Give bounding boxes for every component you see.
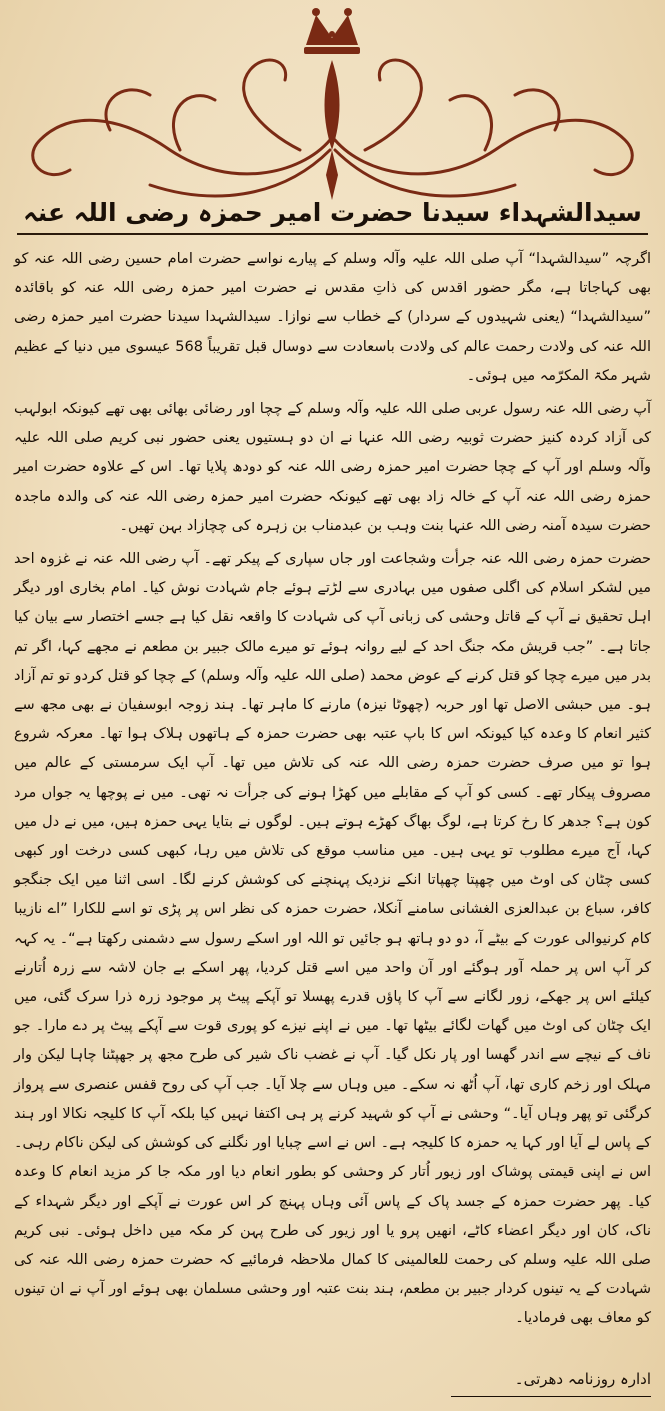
paragraph-1: اگرچہ ”سیدالشہدا“ آپ صلی اللہ علیہ وآلہ وسلم کے پیارے نواسے حضرت امام حسین رضی اللہ عنہ کو بھی کہاجاتا ہے، مگر حضور اقدس کی ذاتِ مقدس نے حضرت امیر حمزہ رضی اللہ عنہ کو باقائدہ ”سیدالشہدا“ (یعنی شہیدوں کے سردار) کے خطاب سے نوازا۔ سیدالشہدا سیدنا حضرت امیر حمزہ رضی اللہ عنہ کی ولادت رحمت عالم کی ولادت باسعادت سے دوسال قبل تقریباً 568 عیسوی میں دنیا کے عظیم شہر مکۃ المکرّمہ میں ہوئی۔ <box>14 251 651 384</box>
signature: ادارہ روزنامہ دھرتی۔ <box>451 1370 651 1397</box>
paragraph-2: آپ رضی اللہ عنہ رسول عربی صلی اللہ علیہ وآلہ وسلم کے چچا اور رضائی بھائی بھی تھے کیونکہ ابولہب کی آزاد کردہ کنیز حضرت ثوبیہ رضی اللہ عنہا نے ان دو ہستیوں یعنی حضور نبی کریم صلی اللہ علیہ وآلہ وسلم اور آپ کے چچا حضرت امیر حمزہ رضی اللہ عنہ کو دودھ پلایا تھا۔ اس کے علاوہ حضرت امیر حمزہ رضی اللہ عنہ آپ کے خالہ زاد بھی تھے کیونکہ حضرت امیر حمزہ رضی اللہ عنہ کی والدہ ماجدہ حضرت سیدہ آمنہ رضی اللہ عنہا بنت وہب بن عبدمناب بن زہرہ کی چچازاد بہن تھیں۔ <box>14 401 651 534</box>
crown-scroll-ornament <box>0 0 665 210</box>
paragraph-3: حضرت حمزہ رضی اللہ عنہ جرأت وشجاعت اور جاں سپاری کے پیکر تھے۔ آپ رضی اللہ عنہ نے غزوہ احد میں لشکر اسلام کی اگلی صفوں میں بہادری سے لڑتے ہوئے جام شہادت نوش کیا۔ امام بخاری اور دیگر اہل تحقیق نے آپ کے قاتل وحشی کی زبانی آپ کی شہادت کا واقعہ نقل کیا ہے جسے اختصار سے بیان کیا جاتا ہے۔ ”جب قریش مکہ جنگ احد کے لیے روانہ ہوئے تو میرے مالک جبیر بن مطعم نے مجھے کہا، اگر تم بدر میں میرے چچا کو قتل کرنے کے عوض محمد (صلی اللہ علیہ وآلہ وسلم) کے چچا کو قتل کردو تو تم آزاد ہو۔ میں حبشی الاصل تھا اور حربہ (چھوٹا نیزہ) مارنے کا ماہر تھا۔ ہند زوجہ ابوسفیان نے بھی مجھ سے کثیر انعام کا وعدہ کیا کیونکہ اس کا باپ عتبہ بھی حضرت حمزہ کے ہاتھوں ہلاک ہوا تھا۔ معرکہ شروع ہوا تو میں صرف حضرت حمزہ رضی اللہ عنہ کی تلاش میں تھا۔ آپ ایک سرمستی کے عالم میں مصروف پیکار تھے۔ کسی کو آپ کے مقابلے میں کھڑا ہونے کی جرأت نہ تھی۔ میں نے پوچھا یہ جواں مرد کون ہے؟ جدھر کا رخ کرتا ہے، لوگ بھاگ کھڑے ہوتے ہیں۔ لوگوں نے بتایا یہی حمزہ ہیں، میں نے دل میں کہا، آج میرے مطلوب تو یہی ہیں۔ میں مناسب موقع کی تلاش میں رہا، کبھی کسی درخت اور کبھی کسی چٹان کی اوٹ میں چھپتا چھپاتا انکے نزدیک پہنچنے کی کوشش کرنے لگا۔ اسی اثنا میں ایک جنگجو کافر، سباع بن عبدالعزی الغشانی سامنے آنکلا، حضرت حمزہ کی نظر اس پر پڑی تو اسے للکارا ”اے نازیبا کام کرنیوالی عورت کے بیٹے آ، دو دو ہاتھ ہو جائیں تو اللہ اور اسکے رسول سے دشمنی رکھتا ہے“۔ یہ کہہ کر آپ اس پر حملہ آور ہوگئے اور آن واحد میں اسے قتل کردیا، پھر اسکے بے جان لاشہ سے زرہ اُتارنے کیلئے اس پر جھکے، زور لگانے سے آپ کا پاؤں قدرے پھسلا تو آپکے پیٹ پر موجود زرہ ذرا سرک گئی، میں ایک چٹان کی اوٹ میں گھات لگائے بیٹھا تھا۔ میں نے اپنے نیزے کو پوری قوت سے آپکے پیٹ پر دے مارا۔ جو ناف کے نیچے سے اندر گھسا اور پار نکل گیا۔ آپ نے غضب ناک شیر کی طرح مجھ پر جھپٹنا چاہا لیکن وار مہلک اور زخم کاری تھا، آپ اُٹھ نہ سکے۔ میں وہاں سے چلا آیا۔ جب آپ کی روح قفس عنصری سے پرواز کرگئی تو پھر وہاں آیا۔“ وحشی نے آپ کو شہید کرنے پر ہی اکتفا نہیں کیا بلکہ آپ کا کلیجہ نکالا اور ہند کے پاس لے آیا اور کہا یہ حمزہ کا کلیجہ ہے۔ اس نے اسے چبایا اور نگلنے کی کوشش کی لیکن ناکام رہی۔ اس نے اپنی قیمتی پوشاک اور زیور اُتار کر وحشی کو بطور انعام دیا اور مکہ جا کر مزید انعام کا وعدہ کیا۔ پھر حضرت حمزہ کے جسد پاک کے پاس آئی وہاں پہنچ کر اس عورت نے آپکے اور دیگر شہداء کے ناک، کان اور دیگر اعضاء کاٹے، انھیں پرو یا اور زیور کی طرح پہن کر مکہ میں داخل ہوئی۔ نبی کریم صلی اللہ علیہ وسلم کی رحمت للعالمینی کا کمال ملاحظہ فرمائیے کہ حضرت حمزہ رضی اللہ عنہ کی شہادت کے یہ تینوں کردار جبیر بن مطعم، ہند بنت عتبہ اور وحشی مسلمان بھی ہوئے اور آپ نے ان تینوں کو معاف بھی فرمادیا۔ <box>14 551 651 1327</box>
title-wrap <box>0 198 665 235</box>
article-title: سیدالشہداء سیدنا حضرت امیر حمزہ رضی اللہ عنہ <box>17 198 648 235</box>
article-body <box>14 245 651 1338</box>
crown-icon <box>304 8 360 54</box>
